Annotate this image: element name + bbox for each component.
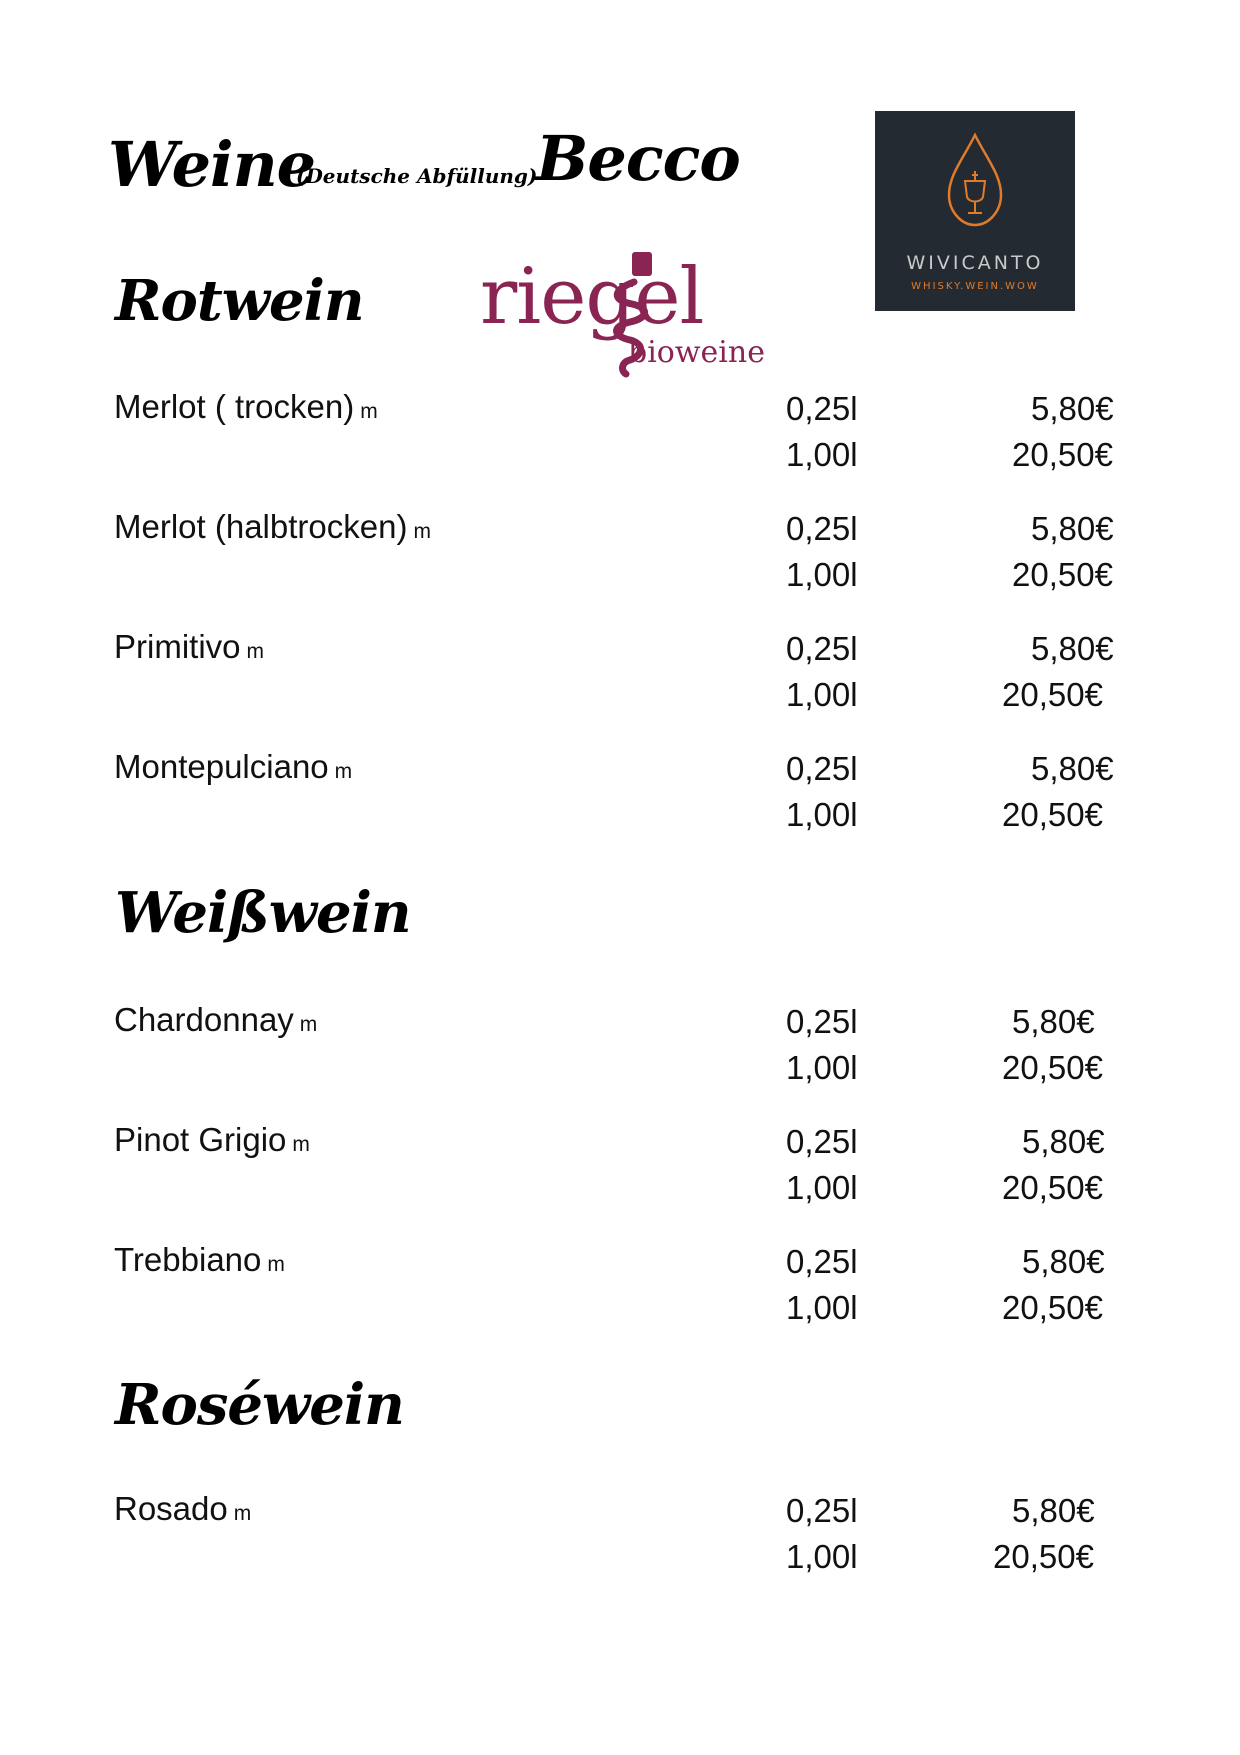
menu-item (114, 390, 378, 423)
wivicanto-tagline: WHISKY.WEIN.WOW (911, 281, 1039, 292)
menu-item (114, 1123, 310, 1156)
item-mark: m (360, 400, 378, 423)
item-name: Merlot ( trocken) (114, 388, 355, 425)
item-name: Pinot Grigio (114, 1121, 287, 1158)
wivicanto-name: WIVICANTO (906, 252, 1044, 274)
riegel-logo (480, 252, 765, 408)
item-volume-small: 0,25l (786, 630, 858, 667)
menu-item (114, 1003, 317, 1036)
item-volume-small: 0,25l (786, 750, 858, 787)
item-volume-small: 0,25l (786, 1123, 858, 1160)
item-mark: m (233, 1502, 252, 1525)
item-price-small: 5,80€ (1031, 630, 1114, 667)
item-volume-small: 0,25l (786, 510, 858, 547)
item-name: Rosado (114, 1490, 228, 1527)
item-volume-large: 1,00l (786, 556, 858, 593)
wivicanto-logo (875, 111, 1075, 311)
item-price-large: 20,50€ (1012, 556, 1113, 593)
page-subtitle: (Deutsche Abfüllung) (296, 164, 538, 188)
section-weisswein: Weißwein (115, 880, 411, 946)
item-price-small: 5,80€ (1031, 510, 1114, 547)
item-volume-small: 0,25l (786, 1003, 858, 1040)
item-volume-large: 1,00l (786, 1049, 858, 1086)
wine-drop-icon (943, 131, 1007, 231)
menu-item (114, 750, 352, 783)
item-price-large: 20,50€ (1002, 676, 1103, 713)
page-title: Weine (108, 128, 316, 201)
item-price-large: 20,50€ (993, 1538, 1094, 1575)
item-mark: m (334, 760, 353, 783)
item-price-large: 20,50€ (1002, 1169, 1103, 1206)
item-volume-large: 1,00l (786, 1289, 858, 1326)
item-mark: m (267, 1253, 285, 1276)
item-price-small: 5,80€ (1012, 1003, 1095, 1040)
item-volume-large: 1,00l (786, 1169, 858, 1206)
item-price-small: 5,80€ (1022, 1123, 1105, 1160)
item-price-large: 20,50€ (1002, 796, 1103, 833)
item-name: Merlot (halbtrocken) (114, 508, 408, 545)
item-volume-large: 1,00l (786, 1538, 858, 1575)
item-price-small: 5,80€ (1031, 390, 1114, 427)
item-volume-small: 0,25l (786, 390, 858, 427)
item-price-large: 20,50€ (1012, 436, 1113, 473)
riegel-wordmark: riegel (480, 252, 704, 342)
item-volume-small: 0,25l (786, 1243, 858, 1280)
item-mark: m (246, 640, 265, 663)
item-mark: m (292, 1133, 310, 1156)
section-rotwein: Rotwein (115, 268, 364, 334)
brand-name: Becco (536, 122, 740, 195)
item-mark: m (413, 520, 431, 543)
item-volume-large: 1,00l (786, 436, 858, 473)
item-volume-large: 1,00l (786, 796, 858, 833)
item-volume-small: 0,25l (786, 1492, 858, 1529)
section-rosewein: Roséwein (115, 1372, 404, 1438)
item-name: Trebbiano (114, 1241, 262, 1278)
menu-item (114, 1492, 251, 1525)
item-price-large: 20,50€ (1002, 1049, 1103, 1086)
item-volume-large: 1,00l (786, 676, 858, 713)
menu-item (114, 630, 264, 663)
riegel-subtitle: bioweine (628, 335, 765, 370)
item-name: Montepulciano (114, 748, 329, 785)
item-price-large: 20,50€ (1002, 1289, 1103, 1326)
item-price-small: 5,80€ (1012, 1492, 1095, 1529)
menu-item (114, 510, 431, 543)
item-price-small: 5,80€ (1031, 750, 1114, 787)
item-mark: m (299, 1013, 318, 1036)
item-name: Primitivo (114, 628, 241, 665)
item-name: Chardonnay (114, 1001, 294, 1038)
menu-item (114, 1243, 285, 1276)
item-price-small: 5,80€ (1022, 1243, 1105, 1280)
